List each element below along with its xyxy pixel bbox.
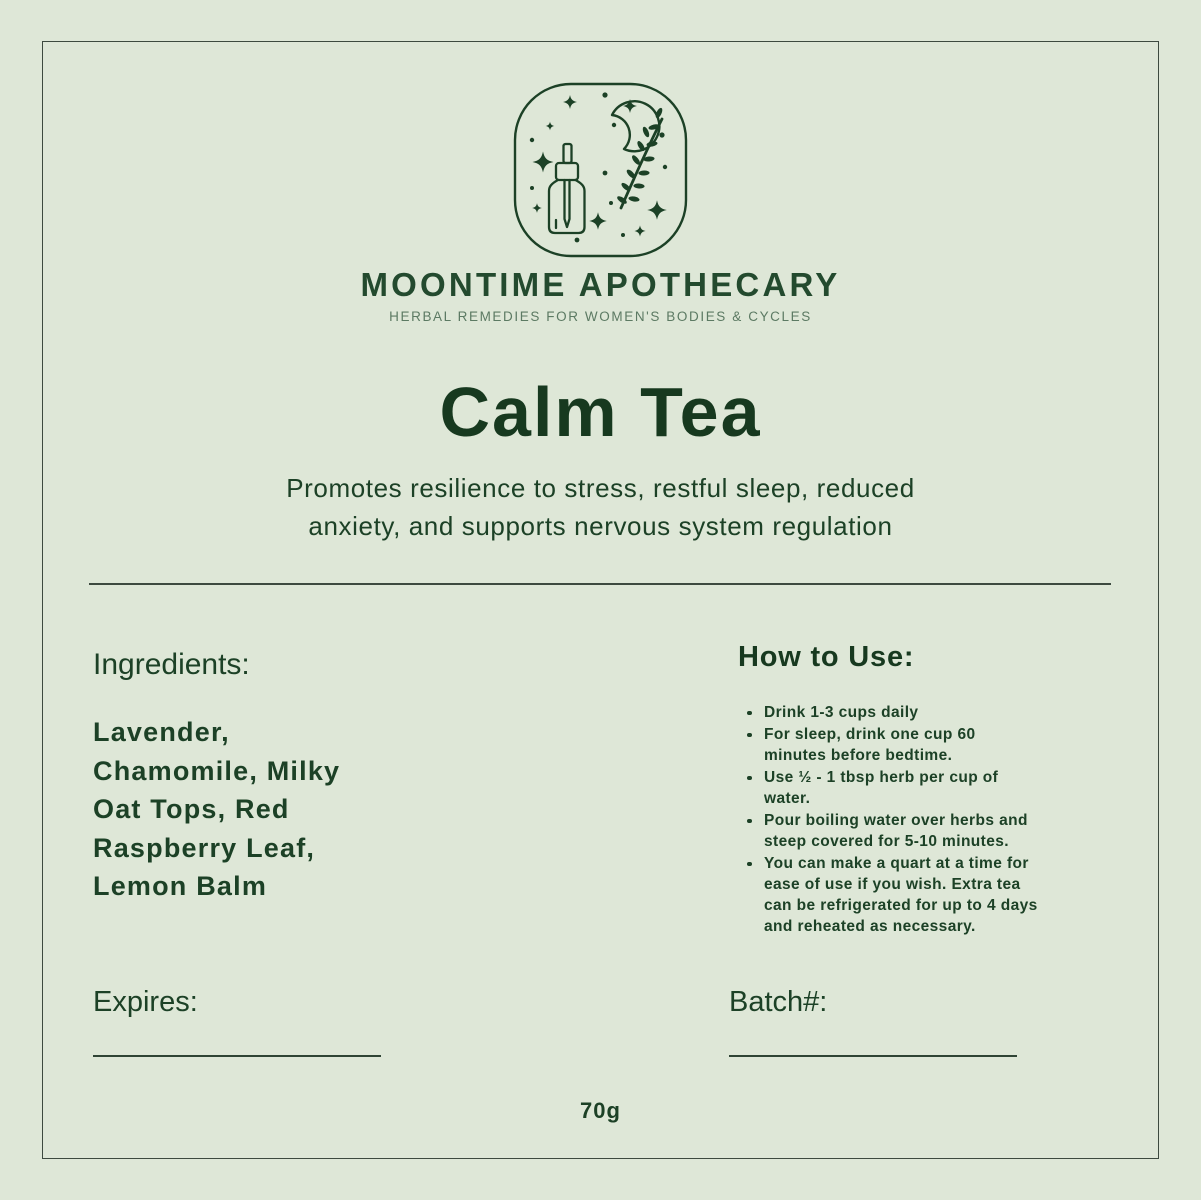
expires-label: Expires: bbox=[93, 986, 198, 1018]
how-to-use-text: Use ½ - 1 tbsp herb per cup of water. bbox=[764, 769, 999, 807]
batch-blank-line bbox=[729, 1055, 1017, 1057]
bullet-dot-icon bbox=[747, 819, 752, 824]
how-to-use-item bbox=[740, 810, 1042, 852]
ingredients-heading: Ingredients: bbox=[93, 648, 250, 681]
how-to-use-list bbox=[740, 702, 1042, 938]
moontime-logo bbox=[513, 82, 688, 258]
expires-blank-line bbox=[93, 1055, 381, 1057]
dropper-bottle-icon bbox=[549, 144, 585, 233]
ingredient-line: Lemon Balm bbox=[93, 871, 268, 901]
herb-branch-icon bbox=[616, 107, 664, 208]
batch-number-label: Batch#: bbox=[729, 986, 828, 1018]
description-line: Promotes resilience to stress, restful sleep, reduced bbox=[286, 473, 915, 503]
bullet-dot-icon bbox=[747, 776, 752, 781]
ingredient-line: Oat Tops, Red bbox=[93, 794, 290, 824]
how-to-use-text: For sleep, drink one cup 60 minutes before bedtime. bbox=[764, 726, 976, 764]
how-to-use-item bbox=[740, 724, 1042, 766]
how-to-use-item bbox=[740, 853, 1042, 937]
net-weight: 70g bbox=[580, 1098, 621, 1123]
ingredient-line: Lavender, bbox=[93, 717, 230, 747]
brand-tagline: HERBAL REMEDIES FOR WOMEN'S BODIES & CYCLES bbox=[389, 309, 812, 324]
product-title: Calm Tea bbox=[439, 373, 762, 451]
how-to-use-item bbox=[740, 767, 1042, 809]
ingredient-line: Raspberry Leaf, bbox=[93, 832, 316, 863]
product-description bbox=[0, 469, 1201, 545]
description-line: anxiety, and supports nervous system regulation bbox=[308, 511, 893, 541]
how-to-use-text: Pour boiling water over herbs and steep covered for 5-10 minutes. bbox=[764, 812, 1028, 850]
how-to-use-item bbox=[740, 702, 1042, 723]
ingredients-list bbox=[93, 713, 340, 906]
bullet-dot-icon bbox=[747, 733, 752, 738]
how-to-use-heading: How to Use: bbox=[738, 641, 915, 673]
bullet-dot-icon bbox=[747, 862, 752, 867]
ingredient-line: Chamomile, Milky bbox=[93, 755, 341, 786]
how-to-use-text: Drink 1-3 cups daily bbox=[764, 704, 919, 721]
bullet-dot-icon bbox=[747, 711, 752, 716]
how-to-use-text: You can make a quart at a time for ease of use if you wish. Extra tea can be refrigerated for up to 4 days and reheated as necessary. bbox=[764, 855, 1038, 935]
sparkle-stars-icon bbox=[530, 92, 667, 242]
brand-name: MOONTIME APOTHECARY bbox=[360, 266, 841, 303]
section-divider bbox=[89, 583, 1111, 585]
